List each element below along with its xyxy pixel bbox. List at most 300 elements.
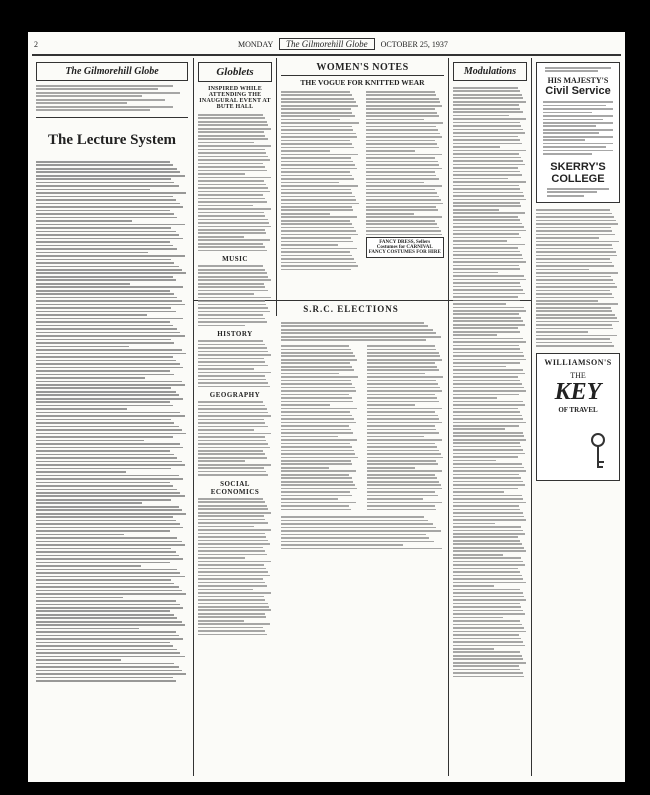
- text-line: [366, 234, 443, 236]
- text-line: [281, 143, 352, 145]
- text-line: [453, 484, 525, 486]
- text-line: [453, 418, 523, 420]
- text-line: [366, 220, 435, 222]
- text-line: [281, 527, 436, 529]
- text-line: [453, 160, 523, 162]
- text-line: [536, 241, 619, 243]
- text-line: [453, 568, 518, 570]
- text-line: [36, 227, 171, 229]
- text-line: [36, 318, 183, 320]
- text-line: [281, 325, 428, 327]
- text-line: [453, 470, 526, 472]
- text-line: [453, 202, 520, 204]
- text-line: [36, 509, 182, 511]
- text-line: [366, 230, 441, 232]
- text-line: [453, 327, 518, 329]
- text-line: [281, 115, 355, 117]
- text-line: [453, 380, 520, 382]
- text-line: [36, 220, 132, 222]
- text-line: [36, 433, 186, 435]
- text-line: [281, 502, 356, 504]
- text-line: [281, 355, 355, 357]
- text-line: [36, 213, 174, 215]
- text-line: [36, 499, 171, 501]
- text-line: [536, 293, 612, 295]
- text-line: [198, 173, 245, 175]
- text-line: [281, 498, 338, 500]
- text-line: [453, 226, 524, 228]
- text-line: [36, 196, 173, 198]
- text-line: [36, 342, 174, 344]
- text-line: [453, 174, 522, 176]
- text-line: [36, 283, 130, 285]
- text-line: [281, 112, 352, 114]
- text-line: [536, 223, 618, 225]
- text-line: [36, 635, 179, 637]
- text-line: [36, 572, 180, 574]
- text-line: [36, 415, 185, 417]
- text-line: [453, 118, 526, 120]
- text-line: [366, 192, 437, 194]
- text-line: [281, 98, 354, 100]
- text-line: [198, 191, 270, 193]
- text-line: [453, 108, 520, 110]
- text-line: [453, 324, 525, 326]
- text-line: [36, 579, 171, 581]
- text-line: [36, 398, 183, 400]
- text-line: [198, 177, 271, 179]
- text-line: [367, 425, 435, 427]
- text-line: [36, 297, 177, 299]
- globlets-section-music: MUSIC: [222, 255, 248, 264]
- fancy-dress-ad-line1: FANCY DRESS, Sellers: [379, 240, 431, 246]
- text-line: [36, 548, 171, 550]
- text-line: [536, 272, 618, 274]
- text-line: [453, 617, 503, 619]
- text-line: [198, 135, 265, 137]
- text-line: [453, 495, 522, 497]
- text-line: [453, 401, 523, 403]
- text-line: [367, 397, 438, 399]
- text-line: [536, 269, 589, 271]
- text-line: [453, 373, 525, 375]
- text-line: [281, 474, 349, 476]
- text-line: [453, 533, 525, 535]
- text-line: [198, 297, 271, 299]
- text-line: [281, 376, 358, 378]
- text-line: [453, 254, 522, 256]
- text-line: [536, 255, 617, 257]
- text-line: [36, 185, 179, 187]
- text-line: [453, 460, 496, 462]
- text-line: [36, 307, 171, 309]
- header-rule: [32, 54, 621, 56]
- text-line: [198, 138, 268, 140]
- text-line: [281, 147, 354, 149]
- text-line: [36, 673, 186, 675]
- text-line: [281, 94, 352, 96]
- text-line: [198, 212, 264, 214]
- text-line: [36, 290, 170, 292]
- text-line: [198, 300, 265, 302]
- text-line: [367, 390, 442, 392]
- text-line: [36, 360, 176, 362]
- text-line: [198, 293, 254, 295]
- text-line: [281, 432, 353, 434]
- text-line: [366, 140, 435, 142]
- text-line: [453, 516, 524, 518]
- text-line: [366, 147, 439, 149]
- text-line: [36, 447, 183, 449]
- text-line: [453, 369, 523, 371]
- text-line: [281, 488, 357, 490]
- text-line: [281, 105, 358, 107]
- text-line: [281, 415, 352, 417]
- text-line: [453, 90, 520, 92]
- masthead-details: [36, 85, 188, 111]
- text-line: [453, 641, 523, 643]
- text-line: [281, 322, 424, 324]
- text-line: [36, 680, 176, 682]
- text-line: [453, 376, 518, 378]
- text-line: [198, 283, 264, 285]
- text-line: [36, 391, 176, 393]
- womens-notes-title: WOMEN'S NOTES: [316, 62, 409, 73]
- text-line: [453, 296, 518, 298]
- skerry-ad-college: COLLEGE: [551, 172, 605, 185]
- text-line: [367, 498, 424, 500]
- text-line: [281, 196, 355, 198]
- text-line: [536, 307, 611, 309]
- text-line: [366, 227, 439, 229]
- text-line: [366, 91, 435, 93]
- text-line: [36, 495, 185, 497]
- text-line: [36, 597, 123, 599]
- text-line: [453, 662, 526, 664]
- text-line: [453, 247, 518, 249]
- text-line: [281, 495, 352, 497]
- text-line: [281, 332, 436, 334]
- text-line: [367, 394, 435, 396]
- text-line: [36, 405, 173, 407]
- text-line: [536, 286, 617, 288]
- text-line: [536, 258, 610, 260]
- text-line: [453, 265, 519, 267]
- text-line: [198, 166, 265, 168]
- text-line: [453, 153, 519, 155]
- text-line: [453, 491, 504, 493]
- ad-small-print: [543, 101, 613, 155]
- text-line: [281, 122, 359, 124]
- text-line: [281, 425, 349, 427]
- text-line: [367, 345, 435, 347]
- text-line: [453, 477, 521, 479]
- text-line: [453, 606, 521, 608]
- text-line: [366, 115, 440, 117]
- text-line: [536, 331, 588, 333]
- text-line: [198, 219, 268, 221]
- text-line: [453, 634, 519, 636]
- text-line: [453, 331, 520, 333]
- text-line: [36, 255, 185, 257]
- text-line: [36, 478, 183, 480]
- text-line: [536, 317, 617, 319]
- text-line: [281, 369, 354, 371]
- text-line: [198, 265, 263, 267]
- text-line: [281, 446, 352, 448]
- key-icon: [583, 432, 613, 472]
- text-line: [536, 335, 617, 337]
- text-line: [536, 342, 612, 344]
- text-line: [281, 251, 350, 253]
- text-line: [36, 593, 186, 595]
- text-line: [36, 607, 183, 609]
- text-line: [453, 425, 519, 427]
- text-line: [453, 435, 524, 437]
- text-line: [536, 324, 612, 326]
- text-line: [453, 164, 525, 166]
- text-line: [36, 527, 183, 529]
- text-line: [453, 404, 525, 406]
- text-line: [453, 547, 524, 549]
- text-line: [36, 537, 177, 539]
- text-line: [536, 216, 614, 218]
- text-line: [36, 513, 186, 515]
- text-line: [36, 422, 174, 424]
- text-line: [366, 126, 437, 128]
- text-line: [453, 181, 526, 183]
- text-line: [198, 229, 265, 231]
- text-line: [453, 219, 520, 221]
- text-line: [36, 394, 179, 396]
- text-line: [367, 418, 440, 420]
- text-line: [36, 161, 170, 163]
- text-line: [453, 240, 507, 242]
- text-line: [36, 534, 124, 536]
- text-line: [367, 411, 436, 413]
- text-line: [453, 589, 520, 591]
- text-line: [367, 366, 438, 368]
- civil-service-ad-line1: HIS MAJESTY'S: [547, 76, 609, 86]
- text-line: [281, 161, 353, 163]
- text-line: [453, 488, 518, 490]
- text-line: [198, 205, 253, 207]
- text-line: [453, 578, 523, 580]
- text-line: [366, 209, 438, 211]
- text-line: [367, 355, 441, 357]
- text-line: [198, 215, 265, 217]
- text-line: [198, 170, 267, 172]
- text-line: [453, 543, 522, 545]
- text-line: [367, 387, 441, 389]
- text-line: [536, 237, 599, 239]
- text-line: [366, 154, 443, 156]
- text-line: [453, 554, 503, 556]
- text-line: [453, 449, 523, 451]
- text-line: [198, 152, 266, 154]
- text-line: [453, 216, 518, 218]
- williamson-ad-key: KEY: [554, 378, 602, 405]
- text-line: [198, 290, 268, 292]
- text-line: [198, 279, 271, 281]
- text-line: [453, 275, 524, 277]
- text-line: [453, 432, 523, 434]
- text-line: [366, 161, 438, 163]
- text-line: [536, 220, 616, 222]
- text-line: [453, 456, 518, 458]
- text-line: [453, 505, 519, 507]
- text-line: [281, 548, 442, 550]
- text-line: [36, 663, 174, 665]
- text-line: [536, 297, 614, 299]
- text-line: [36, 339, 171, 341]
- globlets-section-history: HISTORY: [217, 330, 253, 339]
- text-line: [36, 583, 174, 585]
- text-line: [36, 276, 173, 278]
- text-line: [453, 648, 494, 650]
- text-line: [36, 468, 171, 470]
- text-line: [366, 105, 443, 107]
- text-line: [453, 422, 526, 424]
- text-line: [36, 245, 173, 247]
- masthead-box: [36, 62, 188, 81]
- modulations-title: Modulations: [453, 62, 527, 81]
- text-line: [281, 509, 351, 511]
- text-line: [198, 246, 265, 248]
- text-line: [36, 203, 180, 205]
- text-line: [36, 604, 180, 606]
- womens-notes-body: [281, 91, 360, 272]
- text-line: [198, 222, 269, 224]
- text-line: [453, 599, 526, 601]
- column-divider: [531, 58, 532, 776]
- text-line: [453, 268, 520, 270]
- text-line: [36, 617, 177, 619]
- text-line: [281, 150, 330, 152]
- text-line: [281, 129, 353, 131]
- text-line: [281, 209, 353, 211]
- text-line: [36, 645, 173, 647]
- text-line: [367, 369, 440, 371]
- text-line: [36, 652, 180, 654]
- masthead-title: The Gilmorehill Globe: [65, 66, 159, 77]
- text-line: [453, 223, 522, 225]
- text-line: [536, 227, 611, 229]
- text-line: [281, 220, 350, 222]
- text-line: [366, 119, 425, 121]
- text-line: [36, 401, 170, 403]
- text-line: [36, 175, 185, 177]
- column-divider: [276, 58, 277, 316]
- text-line: [453, 209, 499, 211]
- text-line: [366, 196, 440, 198]
- modulations-body: [453, 87, 527, 677]
- text-line: [453, 550, 526, 552]
- text-line: [36, 586, 179, 588]
- text-line: [36, 346, 129, 348]
- text-line: [36, 367, 183, 369]
- text-line: [453, 655, 522, 657]
- text-line: [281, 491, 350, 493]
- text-line: [281, 189, 351, 191]
- text-line: [536, 338, 610, 340]
- text-line: [36, 436, 173, 438]
- text-line: [367, 460, 437, 462]
- ad-small-print: [545, 67, 611, 72]
- text-line: [281, 175, 352, 177]
- text-line: [36, 443, 180, 445]
- text-line: [536, 303, 618, 305]
- text-line: [453, 502, 526, 504]
- text-line: [453, 463, 522, 465]
- text-line: [198, 142, 254, 144]
- text-line: [367, 491, 436, 493]
- text-line: [366, 206, 437, 208]
- text-line: [36, 206, 183, 208]
- text-line: [453, 122, 520, 124]
- text-line: [36, 335, 185, 337]
- text-line: [36, 576, 185, 578]
- text-line: [36, 677, 173, 679]
- text-line: [281, 241, 353, 243]
- text-line: [36, 600, 176, 602]
- text-line: [281, 345, 349, 347]
- text-line: [36, 565, 141, 567]
- text-line: [453, 387, 524, 389]
- text-line: [453, 136, 518, 138]
- text-line: [281, 192, 352, 194]
- text-line: [367, 446, 438, 448]
- williamson-ad: [536, 353, 620, 481]
- text-line: [281, 408, 357, 410]
- text-line: [36, 349, 182, 351]
- text-line: [453, 132, 525, 134]
- text-line: [366, 112, 437, 114]
- text-line: [367, 432, 439, 434]
- text-line: [36, 293, 174, 295]
- text-line: [453, 411, 520, 413]
- text-line: [281, 523, 433, 525]
- text-line: [453, 359, 526, 361]
- text-line: [453, 540, 520, 542]
- text-line: [281, 119, 340, 121]
- text-line: [281, 520, 428, 522]
- text-line: [367, 509, 437, 511]
- text-line: [453, 313, 519, 315]
- text-line: [453, 185, 519, 187]
- ad-small-print: [547, 188, 609, 197]
- text-line: [453, 244, 525, 246]
- text-line: [281, 362, 350, 364]
- text-line: [36, 461, 182, 463]
- text-line: [367, 383, 438, 385]
- text-line: [367, 404, 416, 406]
- text-line: [36, 666, 179, 668]
- text-line: [281, 265, 358, 267]
- divider: [36, 117, 188, 118]
- text-line: [366, 143, 437, 145]
- text-line: [453, 536, 518, 538]
- text-line: [36, 168, 177, 170]
- modulations-column: [453, 62, 527, 772]
- text-line: [536, 276, 611, 278]
- text-line: [198, 131, 264, 133]
- text-line: [36, 387, 171, 389]
- text-line: [453, 258, 523, 260]
- lead-article-body: [36, 161, 188, 682]
- text-line: [281, 460, 351, 462]
- text-line: [281, 450, 354, 452]
